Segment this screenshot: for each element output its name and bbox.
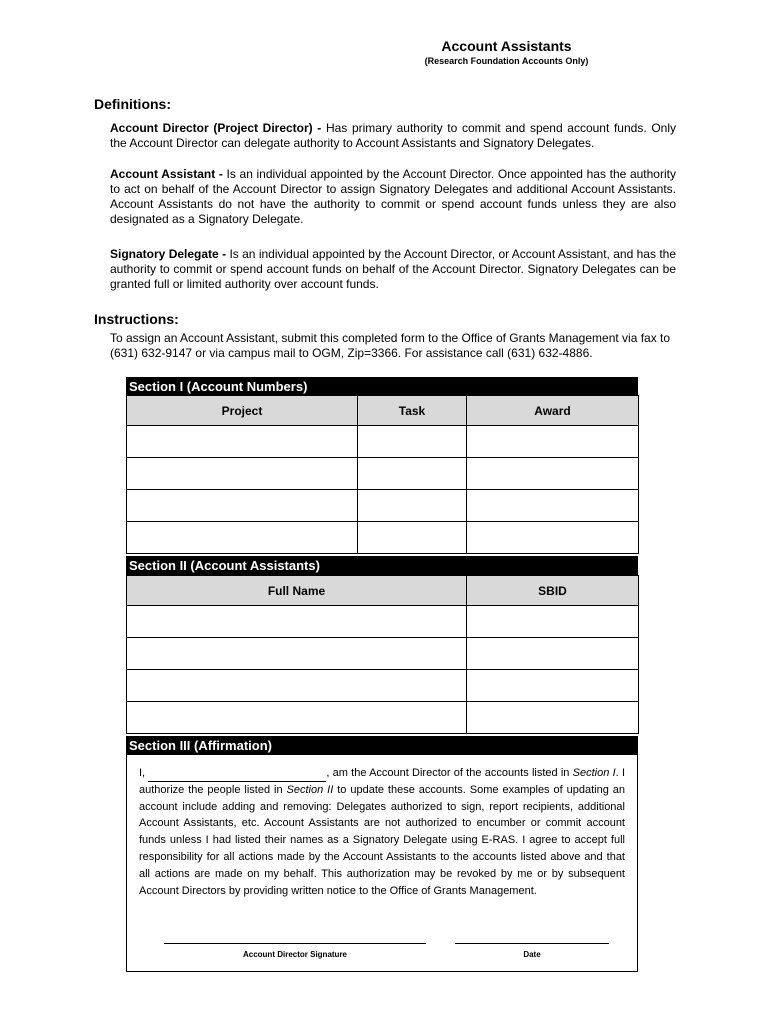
table-row [127, 522, 639, 554]
project-input[interactable] [127, 426, 358, 458]
table-row [127, 702, 639, 734]
sbid-input[interactable] [467, 670, 639, 702]
project-input[interactable] [127, 522, 358, 554]
definition-text: Is an individual appointed by the Account Director. Once appointed has the authority to act on behalf of the Account Director to assign Signatory Delegates and additional Account Assistants. Account Assistants do not have the authority to commit or spend account funds unless they are also designated as a Signatory Delegate. [110, 167, 676, 226]
award-input[interactable] [467, 426, 639, 458]
task-input[interactable] [358, 426, 467, 458]
date-label: Date [523, 950, 541, 959]
award-input[interactable] [467, 522, 639, 554]
definition-signatory-delegate [110, 247, 676, 292]
account-assistants-table [126, 575, 639, 734]
definition-account-assistant [110, 167, 676, 227]
page-subtitle: (Research Foundation Accounts Only) [424, 56, 589, 66]
column-header-task: Task [358, 396, 467, 426]
definition-text: Is an individual appointed by the Account Director, or Account Assistant, and has the authority to commit or spend account funds on behalf of the Account Director. Signatory Delegates can be granted full or limited authority over account funds. [110, 247, 676, 291]
page-title: Account Assistants [441, 38, 572, 54]
column-header-project: Project [127, 396, 358, 426]
table-row [127, 490, 639, 522]
column-header-award: Award [467, 396, 639, 426]
date-line[interactable] [455, 943, 609, 944]
affirmation-part3: to update these accounts. Some examples of updating an account include adding and removing: Delegates authorized to sign, report recipients, additional Account Assistants, etc. Account Assistants are not authorized to encumber or commit account funds unless I had listed their names as a Signatory Delegate using E-RAS. I agree to accept full responsibility for all actions made by the Account Assistants to the accounts listed above and that all actions are made on my behalf. This authorization may be revoked by me or by subsequent Account Directors by providing written notice to the Office of Grants Management. [139, 783, 625, 897]
definition-term: Account Director (Project Director) - [110, 121, 322, 135]
table-row [127, 670, 639, 702]
signature-label: Account Director Signature [242, 950, 347, 959]
column-header-full-name: Full Name [127, 576, 467, 606]
signature-line[interactable] [164, 943, 426, 944]
definition-account-director [110, 121, 676, 151]
definitions-heading: Definitions: [94, 96, 171, 112]
project-input[interactable] [127, 458, 358, 490]
affirmation-part1: , am the Account Director of the accounts listed in [326, 767, 570, 779]
section-i-ref: Section I [572, 767, 616, 779]
director-name-input[interactable] [148, 770, 326, 782]
table-row [127, 638, 639, 670]
affirmation-text [139, 765, 625, 899]
sbid-input[interactable] [467, 702, 639, 734]
table-row [127, 426, 639, 458]
full-name-input[interactable] [127, 670, 467, 702]
full-name-input[interactable] [127, 606, 467, 638]
column-header-sbid: SBID [467, 576, 639, 606]
task-input[interactable] [358, 490, 467, 522]
table-row [127, 606, 639, 638]
sbid-input[interactable] [467, 638, 639, 670]
full-name-input[interactable] [127, 702, 467, 734]
task-input[interactable] [358, 458, 467, 490]
sbid-input[interactable] [467, 606, 639, 638]
account-numbers-table [126, 395, 639, 554]
award-input[interactable] [467, 490, 639, 522]
award-input[interactable] [467, 458, 639, 490]
task-input[interactable] [358, 522, 467, 554]
definition-term: Signatory Delegate - [110, 247, 227, 261]
section3-header: Section III (Affirmation) [126, 736, 638, 755]
affirmation-i: I, [139, 767, 146, 779]
definition-text: Has primary authority to commit and spend account funds. Only the Account Director can delegate authority to Account Assistants and Signatory Delegates. [110, 121, 676, 150]
table-row [127, 458, 639, 490]
section2-header: Section II (Account Assistants) [126, 556, 638, 575]
instructions-heading: Instructions: [94, 311, 179, 327]
full-name-input[interactable] [127, 638, 467, 670]
affirmation-part2: . I authorize the people listed in [139, 767, 625, 796]
section-ii-ref: Section II [286, 783, 334, 796]
project-input[interactable] [127, 490, 358, 522]
section1-header: Section I (Account Numbers) [126, 377, 638, 396]
instructions-text: To assign an Account Assistant, submit this completed form to the Office of Grants Management via fax to (631) 632-9147 or via campus mail to OGM, Zip=3366. For assistance call (631) 632-4886. [110, 331, 671, 360]
definition-term: Account Assistant - [110, 167, 223, 181]
